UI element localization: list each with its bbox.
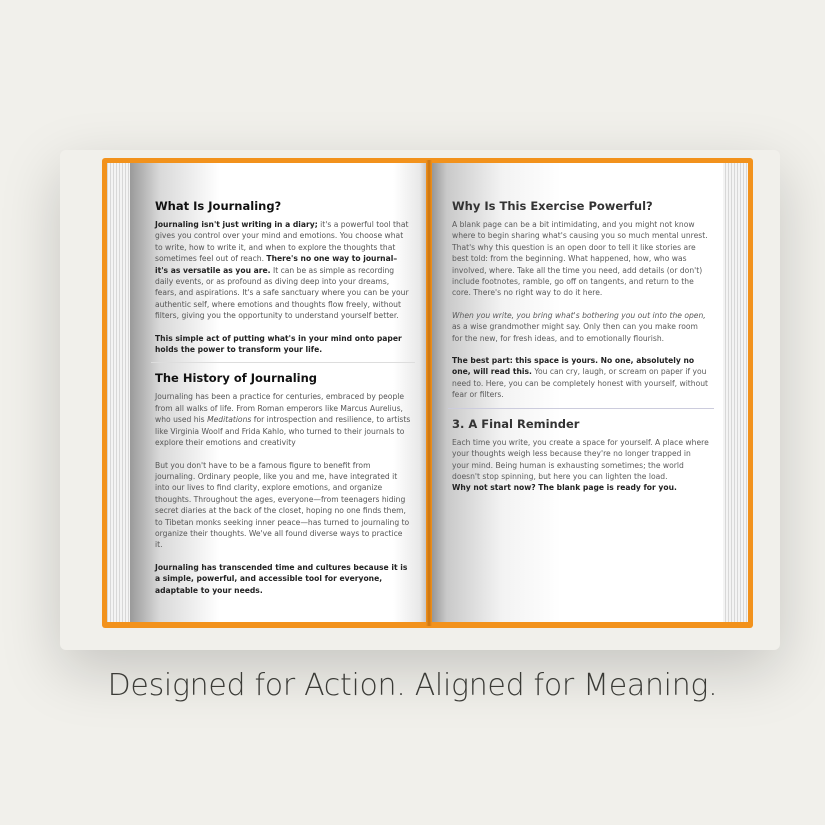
italic-text: Meditations [207, 415, 252, 425]
text-run: But you don't have to be a famous figure to benefit from journaling. Ordinary people, like you and me, have integrated it into our lives to find clarity, explore emotions, and organize thoughts. Throughout the ages, everyone—from teenagers hiding secret diaries at the back of the closet, hoping no one finds them, to Tibetan monks seeking inner peace—has turned to journaling to organize their thoughts. We've all found diverse ways to practice it. [155, 460, 410, 550]
paragraph [155, 333, 411, 356]
heading-final-reminder: 3. A Final Reminder [452, 416, 580, 431]
bold-text: Why not start now? The blank page is ready for you. [452, 483, 677, 493]
text-run: Journaling has been a practice for centuries, embraced by people from all walks of life. From Roman emperors like Marcus Aurelius, who used his [155, 392, 405, 425]
paragraph [155, 562, 411, 596]
paragraph [155, 460, 411, 551]
heading-what-is-journaling: What Is Journaling? [155, 199, 282, 213]
paragraph [155, 219, 411, 322]
heading-history: The History of Journaling [155, 371, 318, 386]
bold-text: This simple act of putting what's in your mind onto paper holds the power to transform your life. [155, 333, 402, 355]
text-run: as a wise grandmother might say. Only then can you make room for the new, for fresh ideas, and to emotionally flourish. [452, 322, 698, 343]
text-run: for introspection and resilience, to artists like Virginia Woolf and Frida Kahlo, who turned to their journals to explore their emotions and creativity [155, 415, 411, 448]
bold-text: Journaling has transcended time and cultures because it is a simple, powerful, and accessible tool for everyone, adaptable to your needs. [155, 562, 408, 595]
left-page [130, 163, 429, 622]
text-run: it's a powerful tool that gives you control over your mind and emotions. You choose what to write, how to write it, and when to explore the thoughts that sometimes feel out of reach. [155, 220, 409, 264]
italic-text: When you write, you bring what's bothering you out into the open, [452, 310, 706, 320]
text-run: It can be as simple as recording daily events, or as profound as diving deep into your dreams, fears, and aspirations. It's a safe sanctuary where you can be your authentic self, where emotions and thoughts flow freely, without filters, giving you the opportunity to understand yourself better. [155, 265, 409, 321]
divider [151, 362, 415, 363]
paragraph [452, 355, 710, 401]
text-run: You can cry, laugh, or scream on paper if you need to. Here, you can be completely honest with yourself, without fear or filters. [452, 367, 709, 400]
page-edges-right [722, 163, 748, 622]
paragraph [452, 310, 710, 344]
bold-text: The best part: this space is yours. No one, absolutely no one, will read this. [452, 356, 695, 377]
bold-text: Journaling isn't just writing in a diary; [155, 220, 318, 229]
paragraph [452, 437, 710, 483]
book-spine [426, 160, 432, 626]
text-run: Each time you write, you create a space for yourself. A place where your thoughts weigh less because they're no longer trapped in your mind. Being human is exhausting sometimes; the world doesn't stop spinning, but here you can lighten the load. [452, 437, 709, 481]
bold-text: There's no one way to journal– it's as versatile as you are. [155, 254, 398, 275]
divider [448, 408, 714, 409]
paragraph [155, 391, 411, 448]
page-edges-left [107, 163, 131, 622]
paragraph [452, 219, 710, 299]
paragraph [452, 482, 710, 493]
heading-why-powerful: Why Is This Exercise Powerful? [452, 199, 653, 213]
right-page [429, 163, 723, 622]
text-run: A blank page can be a bit intimidating, and you might not know where to begin sharing what's causing you so much mental unrest. That's why this question is an open door to tell it like stories are best told: from the beginning. What happened, how, who was involved, where. Take all the time you need, add details (or don't) include footnotes, ramble, go off on tangents, and return to the core. There's no right way to do it here. [452, 220, 708, 298]
caption: Designed for Action. Aligned for Meaning. [107, 668, 718, 703]
